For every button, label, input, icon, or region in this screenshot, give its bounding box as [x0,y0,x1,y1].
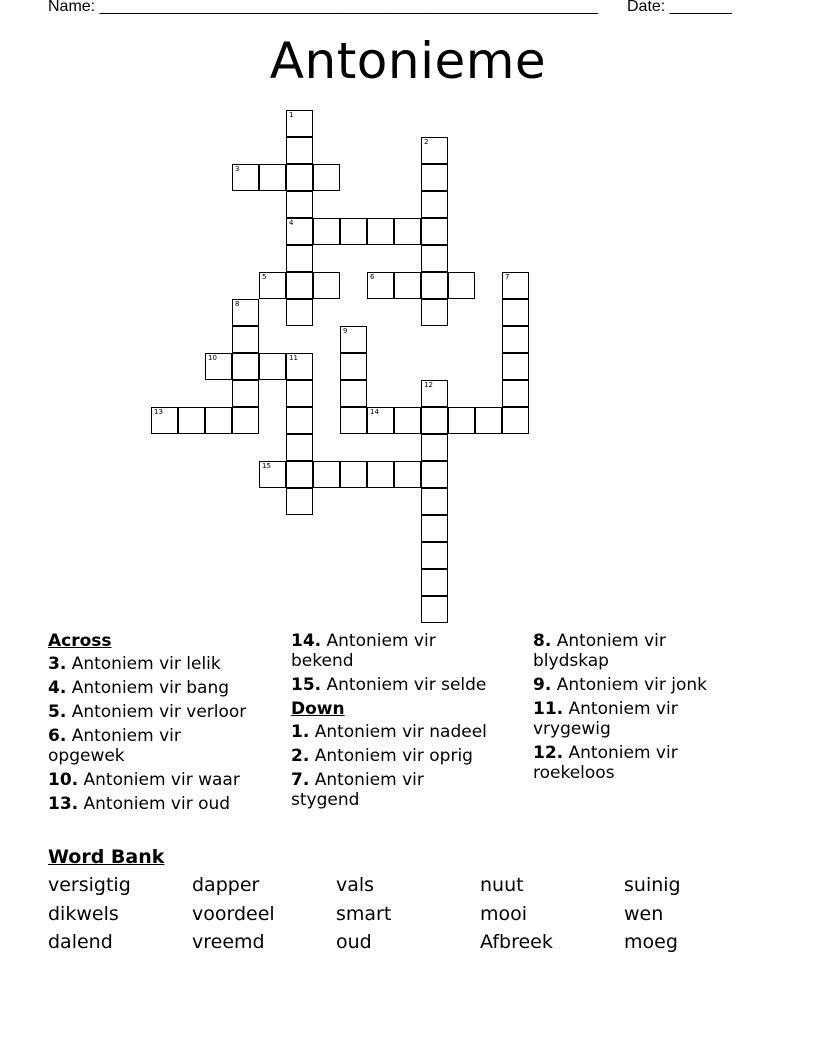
crossword-cell[interactable] [502,380,529,407]
crossword-cell[interactable] [421,434,448,461]
clue-number: 7. [291,770,310,790]
crossword-cell[interactable] [232,380,259,407]
crossword-cell[interactable] [232,299,259,326]
crossword-cell[interactable] [232,326,259,353]
cell-number: 13 [154,408,163,416]
clue-across-13 [48,794,273,814]
crossword-cell[interactable] [286,110,313,137]
cell-number: 8 [235,300,240,308]
crossword-cell[interactable] [178,407,205,434]
word-bank-item: dalend [48,931,113,953]
cell-number: 15 [262,462,271,470]
date-line: Date: _______ [627,0,732,15]
clue-number: 5. [48,702,67,722]
clue-text: Antoniem vir nadeel [314,722,487,742]
crossword-cell[interactable] [259,461,286,488]
crossword-cell[interactable] [502,407,529,434]
crossword-cell[interactable] [286,353,313,380]
crossword-cell[interactable] [313,272,340,299]
clue-across-14 [291,631,461,671]
clue-text: Antoniem vir stygend [291,770,424,810]
down-heading: Down [291,699,345,719]
crossword-cell[interactable] [286,434,313,461]
crossword-cell[interactable] [475,407,502,434]
crossword-cell[interactable] [421,515,448,542]
clue-down-8 [533,631,703,671]
crossword-cell[interactable] [421,461,448,488]
crossword-cell[interactable] [286,272,313,299]
crossword-cell[interactable] [340,218,367,245]
crossword-cell[interactable] [151,407,178,434]
crossword-cell[interactable] [394,218,421,245]
clue-text: Antoniem vir lelik [71,654,221,674]
crossword-cell[interactable] [421,299,448,326]
word-bank-item: dapper [192,874,260,896]
word-bank-item: wen [624,903,664,925]
crossword-cell[interactable] [286,488,313,515]
crossword-cell[interactable] [286,164,313,191]
word-bank-item: Afbreek [480,931,553,953]
crossword-cell[interactable] [421,542,448,569]
crossword-cell[interactable] [340,380,367,407]
crossword-cell[interactable] [448,407,475,434]
crossword-cell[interactable] [367,272,394,299]
crossword-cell[interactable] [367,461,394,488]
crossword-cell[interactable] [421,191,448,218]
page-title: Antonieme [269,32,547,90]
word-bank-item: suinig [624,874,681,896]
clue-text: Antoniem vir verloor [71,702,247,722]
clue-down-12 [533,743,703,783]
crossword-cell[interactable] [421,407,448,434]
clue-text: Antoniem vir oud [83,794,231,814]
clue-number: 4. [48,678,67,698]
word-bank-item: smart [336,903,392,925]
crossword-cell[interactable] [502,272,529,299]
cell-number: 1 [289,111,294,119]
word-bank-item: oud [336,931,372,953]
crossword-cell[interactable] [421,245,448,272]
clue-number: 1. [291,722,310,742]
crossword-cell[interactable] [286,191,313,218]
clue-across-4 [48,678,273,698]
clue-text: Antoniem vir selde [326,675,487,695]
crossword-cell[interactable] [421,596,448,623]
clue-down-1 [291,722,511,742]
clue-number: 8. [533,631,552,651]
crossword-cell[interactable] [421,137,448,164]
clue-text: Antoniem vir roekeloos [533,743,678,783]
cell-number: 11 [289,354,298,362]
name-line: Name: ________________________________________________________ [48,0,598,15]
clues-column-2 [291,631,511,814]
clue-across-6 [48,726,218,766]
crossword-cell[interactable] [340,353,367,380]
clue-text: Antoniem vir oprig [314,746,473,766]
clue-text: Antoniem vir bang [71,678,230,698]
word-bank-item: vreemd [192,931,265,953]
clue-number: 12. [533,743,564,763]
crossword-cell[interactable] [205,353,232,380]
clue-text: Antoniem vir jonk [556,675,708,695]
clues-column-1 [48,631,273,818]
crossword-cell[interactable] [286,245,313,272]
crossword-cell[interactable] [421,380,448,407]
cell-number: 3 [235,165,240,173]
word-bank-item: nuut [480,874,524,896]
crossword-cell[interactable] [421,164,448,191]
crossword-cell[interactable] [502,326,529,353]
crossword-cell[interactable] [313,218,340,245]
crossword-cell[interactable] [448,272,475,299]
crossword-cell[interactable] [340,407,367,434]
word-bank-item: versigtig [48,874,131,896]
crossword-cell[interactable] [232,353,259,380]
cell-number: 6 [370,273,375,281]
crossword-cell[interactable] [367,218,394,245]
clue-across-5 [48,702,273,722]
crossword-cell[interactable] [421,272,448,299]
clue-number: 13. [48,794,79,814]
crossword-cell[interactable] [259,164,286,191]
clue-number: 15. [291,675,322,695]
clue-down-9 [533,675,763,695]
crossword-cell[interactable] [286,299,313,326]
crossword-cell[interactable] [421,488,448,515]
cell-number: 10 [208,354,217,362]
clue-text: Antoniem vir blydskap [533,631,666,671]
crossword-cell[interactable] [286,380,313,407]
clue-number: 6. [48,726,67,746]
clue-number: 11. [533,699,564,719]
crossword-cell[interactable] [259,353,286,380]
word-bank-title: Word Bank [48,846,165,868]
crossword-cell[interactable] [286,407,313,434]
cell-number: 2 [424,138,429,146]
crossword-cell[interactable] [259,272,286,299]
crossword-cell[interactable] [232,164,259,191]
crossword-cell[interactable] [286,461,313,488]
clue-text: Antoniem vir opgewek [48,726,181,766]
crossword-cell[interactable] [313,461,340,488]
word-bank-item: moeg [624,931,678,953]
clue-number: 3. [48,654,67,674]
cell-number: 14 [370,408,379,416]
crossword-cell[interactable] [340,461,367,488]
word-bank-item: voordeel [192,903,275,925]
word-bank-item: dikwels [48,903,119,925]
clue-down-2 [291,746,511,766]
clue-across-10 [48,770,273,790]
crossword-cell[interactable] [367,407,394,434]
clue-text: Antoniem vir bekend [291,631,436,671]
clue-text: Antoniem vir waar [83,770,240,790]
clue-number: 9. [533,675,552,695]
crossword-cell[interactable] [232,407,259,434]
crossword-cell[interactable] [421,569,448,596]
crossword-cell[interactable] [502,299,529,326]
cell-number: 4 [289,219,294,227]
crossword-cell[interactable] [394,461,421,488]
crossword-cell[interactable] [286,218,313,245]
clue-down-11 [533,699,703,739]
crossword-cell[interactable] [286,137,313,164]
word-bank-item: mooi [480,903,528,925]
crossword-cell[interactable] [394,272,421,299]
crossword-cell[interactable] [313,164,340,191]
cell-number: 9 [343,327,348,335]
clue-number: 2. [291,746,310,766]
clue-number: 10. [48,770,79,790]
cell-number: 12 [424,381,433,389]
clue-down-7 [291,770,461,810]
cell-number: 7 [505,273,510,281]
clues-column-3 [533,631,763,787]
crossword-cell[interactable] [502,353,529,380]
word-bank-item: vals [336,874,375,896]
clue-text: Antoniem vir vrygewig [533,699,678,739]
cell-number: 5 [262,273,267,281]
crossword-cell[interactable] [205,407,232,434]
across-heading: Across [48,631,112,651]
crossword-cell[interactable] [421,218,448,245]
clue-number: 14. [291,631,322,651]
crossword-cell[interactable] [340,326,367,353]
clue-across-15 [291,675,511,695]
clue-across-3 [48,654,273,674]
crossword-cell[interactable] [394,407,421,434]
